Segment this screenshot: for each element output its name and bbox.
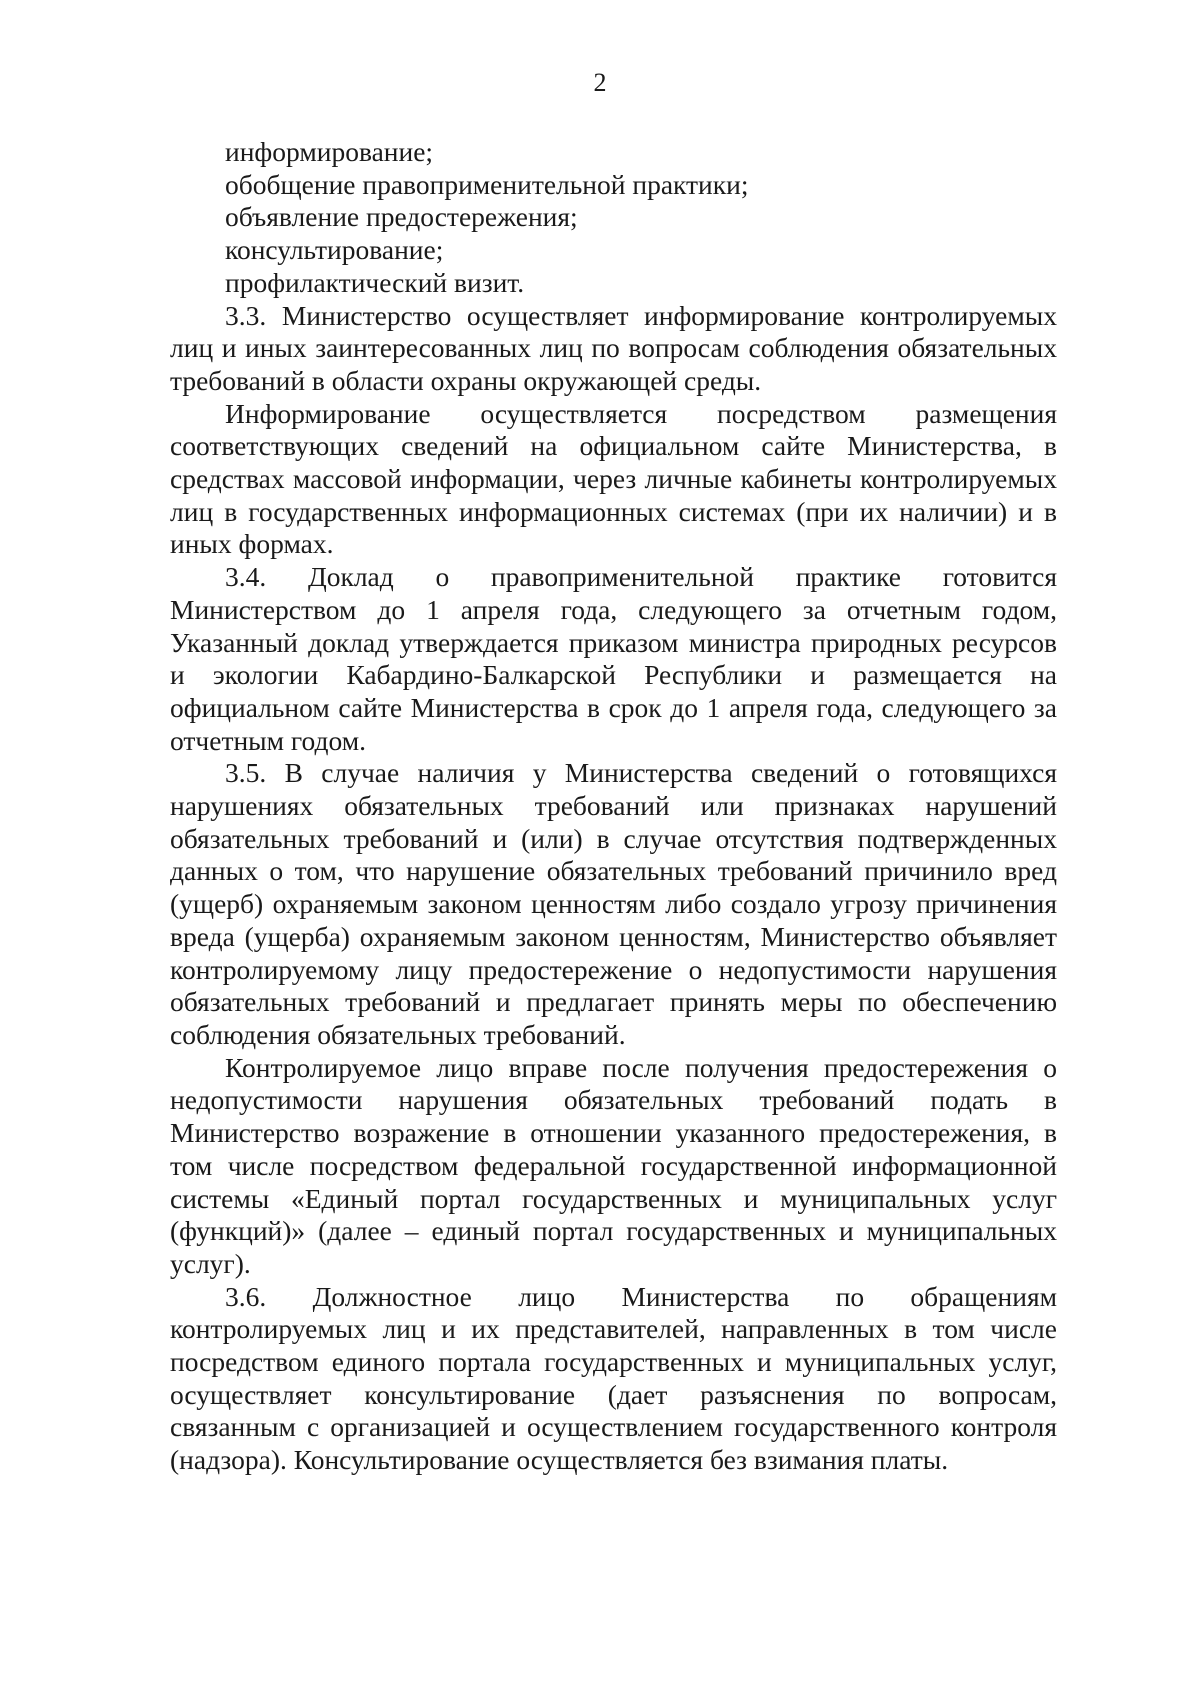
list-item-generalization: обобщение правоприменительной практики; [225, 168, 749, 200]
list-item-warning: объявление предостережения; [225, 201, 578, 233]
paragraph-3-5: 3.5. В случае наличия у Министерства сведений о готовящихся нарушениях обязательных требований или признаках нарушений обязательных требований и (или) в случае отсутствия подтвержденных данных о том, что нарушение обязательных требований причинило вред (ущерб) охраняемым законом ценностям либо создало угрозу причинения вреда (ущерба) охраняемым законом ценностям, Министерство объявляет контролируемому лицу предостережение о недопустимости нарушения обязательных требований и предлагает принять меры по обеспечению соблюдения обязательных требований. [170, 757, 1057, 1050]
paragraph-3-4: 3.4. Доклад о правоприменительной практике готовится Министерством до 1 апреля года, следующего за отчетным годом, Указанный доклад утверждается приказом министра природных ресурсов и экологии Кабардино-Балкарской Республики и размещается на официальном сайте Министерства в срок до 1 апреля года, следующего за отчетным годом. [170, 561, 1057, 756]
paragraph-3-6: 3.6. Должностное лицо Министерства по обращениям контролируемых лиц и их представителей, направленных в том числе посредством единого портала государственных и муниципальных услуг, осуществляет консультирование (дает разъяснения по вопросам, связанным с организацией и осуществлением государственного контроля (надзора). Консультирование осуществляется без взимания платы. [170, 1280, 1057, 1476]
list-item-consulting: консультирование; [225, 234, 444, 266]
document-body [170, 136, 1057, 1477]
list-item-informing: информирование; [225, 136, 434, 167]
paragraph-informing-means: Информирование осуществляется посредством размещения соответствующих сведений на официальном сайте Министерства, в средствах массовой информации, через личные кабинеты контролируемых лиц в государственных информационных системах (при их наличии) и в иных формах. [170, 397, 1057, 560]
list-item-preventive-visit: профилактический визит. [225, 266, 525, 298]
paragraph-3-3: 3.3. Министерство осуществляет информирование контролируемых лиц и иных заинтересованных лиц по вопросам соблюдения обязательных требований в области охраны окружающей среды. [170, 299, 1057, 396]
paragraph-objection: Контролируемое лицо вправе после получения предостережения о недопустимости нарушения обязательных требований подать в Министерство возражение в отношении указанного предостережения, в том числе посредством федеральной государственной информационной системы «Единый портал государственных и муниципальных услуг (функций)» (далее – единый портал государственных и муниципальных услуг). [170, 1051, 1057, 1279]
page-number: 2 [593, 68, 607, 97]
